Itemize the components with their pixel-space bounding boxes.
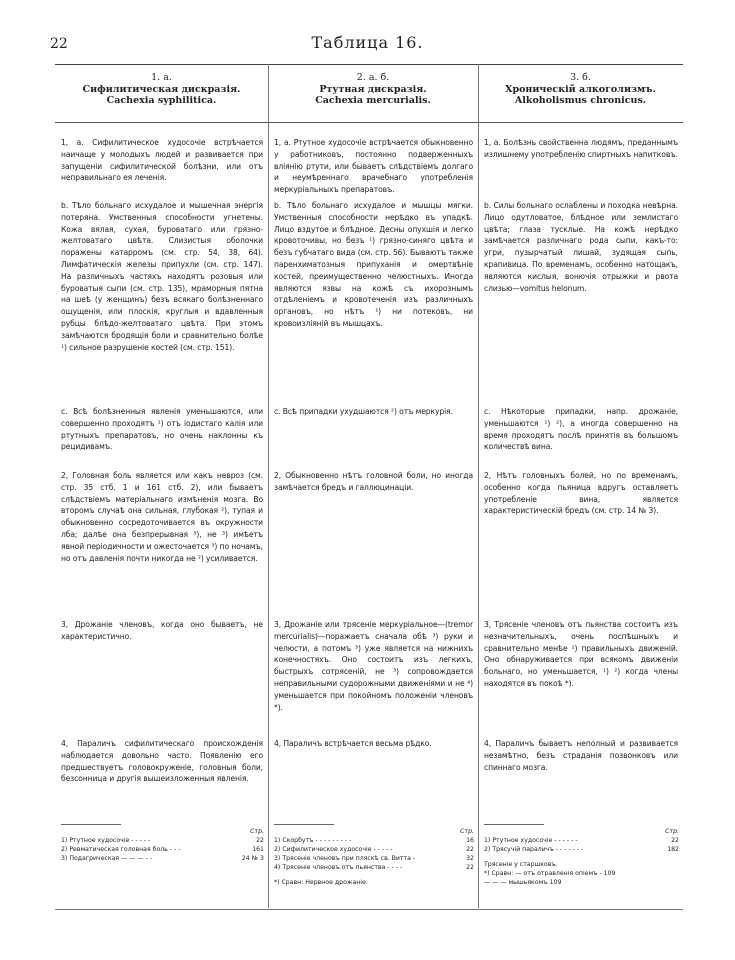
footnotes (61, 827, 264, 863)
section-4: 4, Параличъ сифилитическаго происхожденія наблюдается довольно часто. Появленію его предшествуетъ головокруженіе, головныя боли, безсонница и другія вышеизложенныя явленія. (61, 739, 263, 784)
footnote-rule (484, 824, 544, 825)
section-1a: 1, а. Болѣзнь свойственна людямъ, преданнымъ излишнему употребленію спиртныхъ напитковъ. (484, 138, 678, 159)
column-heading (478, 72, 683, 107)
footnotes (484, 827, 679, 887)
footnote-page-header: Стр. (460, 828, 474, 835)
column-title-la: Alkoholismus chronicus. (514, 95, 647, 106)
column-title-ru: Сифилитическая дискразія. (82, 83, 241, 95)
footnote-note-line: — — — мышьякомъ 109 (484, 879, 562, 886)
section-1b: b. Тѣло больнаго исхудалое и мышечная энергія потеряна. Умственныя способности угнетены. Кожа вялая, сухая, буроватаго или грязно-желтоватаго цвѣта. Слизистыя оболочки поражены катарромъ (см. стр. 54, 38, 64). Лимфатическія железы припухли (см. стр. 147). На различныхъ частяхъ находятъ розовыя или буроватыя сыпи (см. стр. 135), мраморныя пятна на шеѣ (у женщинъ) безъ всякаго болѣзненнаго ощущенія, или плоскія, круглыя и вдавленныя рубцы блѣдо-желтоватаго цвѣта. При этомъ замѣчаются бродящія боли и сравнительно болѣе ¹) сильное разрушеніе костей (см. стр. 151). (61, 201, 263, 352)
column-heading (268, 72, 478, 107)
footnote-item: 3) Подагрическая — — — - - 24 № 3 (61, 855, 264, 862)
section-4: 4, Параличъ бываетъ неполный и развивается незамѣтно, безъ страданія позвонковъ или спиннаго мозга. (484, 739, 678, 772)
footnote-item: 1) Скорбутъ - - - - - - - - - 16 (274, 837, 474, 844)
column-number: 1. a. (151, 72, 172, 83)
footnote-item: 2) Ревматическая головная боль - - - 161 (61, 846, 264, 853)
column-mercurialis (268, 64, 478, 908)
section-1b: b. Тѣло больнаго исхудалое и мышцы мягки. Умственныя способности нерѣдко въ упадкѣ. Лицо вздутое и блѣдное. Десны опухшія и легко кровоточивы, но безъ ¹) грязно-синяго цвѣта и безъ губчатаго вида (см. стр. 56). Бываютъ также паренхиматозныя припуханія и омертвѣніе костей, преимущественно челюстныхъ. Иногда являются язвы на кожѣ съ ихорознымъ отдѣленіемъ и кровотеченія изъ различныхъ органовъ, но нѣтъ ¹) ни потековъ, ни кровоизліяній въ мышцахъ. (274, 201, 473, 328)
footnote-item: 2) Сифилитическое худосочіе - - - - - 22 (274, 846, 474, 853)
footnote-rule (61, 824, 121, 825)
footnote-note: *) Сравн: Нервное дрожаніе. (274, 879, 368, 886)
footnote-item: 4) Трясеніе членовъ отъ пьянства - - - - 22 (274, 864, 474, 871)
page-number: 22 (50, 36, 68, 52)
section-1a: 1, а. Сифилитическое худосочіе встрѣчается наичаще у молодыхъ людей и развивается при запущеніи сифилитической болѣзни, или отъ неправильнаго ея леченія. (61, 138, 263, 183)
column-number: 2. a. б. (356, 72, 390, 83)
column-title-la: Cachexia mercurialis. (315, 95, 431, 106)
section-1c: с. Нѣкоторые припадки, напр. дрожаніе, уменьшаются ¹) ²), а иногда совершенно на время проходятъ послѣ принятія въ большомъ количествѣ вина. (484, 407, 678, 452)
footnote-page-header: Стр. (665, 828, 679, 835)
section-3: 3, Трясеніе членовъ отъ пьянства состоитъ изъ незначительныхъ, очень поспѣшныхъ и сравнительно менѣе ¹) правильныхъ движеній. Оно обнаруживается при всякомъ движеніи больнаго, но уменьшается, ¹) ²) когда члены находятся въ покоѣ *). (484, 620, 678, 688)
section-1a: 1, а. Ртутное худосочіе встрѣчается обыкновенно у работниковъ, постоянно подверженныхъ вліянію ртути, или бываетъ слѣдствіемъ долгаго и неумѣреннаго врачебнаго употребленія меркуріальныхъ препаратовъ. (274, 138, 473, 195)
section-2: 2, Нѣтъ головныхъ болей, но по временамъ, особенно когда пьяница вдругъ оставляетъ употребленіе вина, является характеристическій бредъ (см. стр. 14 № 3). (484, 471, 678, 516)
page-title: Таблица 16. (311, 33, 424, 52)
footnote-item: 3) Трясеніе членовъ при пляскѣ св. Витта - 32 (274, 855, 474, 862)
column-title-ru: Хроническій алкоголизмъ. (505, 83, 656, 95)
section-1c: с. Всѣ болѣзненныя явленія уменьшаются, или совершенно проходятъ ¹) отъ іодистаго калія или ртутныхъ препаратовъ, но очень наклонны къ рецидивамъ. (61, 407, 263, 452)
column-heading (55, 72, 268, 107)
column-syphilitica (55, 64, 268, 908)
column-number: 3. б. (570, 72, 591, 83)
section-4: 4, Параличъ встрѣчается весьма рѣдко. (274, 739, 432, 748)
footnote-rule (274, 824, 334, 825)
column-title-ru: Ртутная дискразія. (319, 83, 427, 95)
footnote-item: 2) Трясучій параличъ - - - - - - - 182 (484, 846, 679, 853)
column-title-la: Cachexia syphilitica. (106, 95, 217, 106)
section-3: 3, Дрожаніе или трясеніе меркуріальное—(tremor mercurialis)—поражаетъ сначала обѣ ³) руки и челюсти, а потомъ ³) уже является на нижнихъ конечностяхъ. Оно состоитъ изъ легкихъ, быстрыхъ сотрясеній, не ³) сопровождается неправильными судорожными движеніями и не ⁴) уменьшается при покойномъ положеніи членовъ *). (274, 620, 473, 712)
section-1c: с. Всѣ припадки ухудшаются ²) отъ меркурія. (274, 407, 453, 416)
section-3: 3, Дрожаніе членовъ, когда оно бываетъ, не характеристично. (61, 620, 263, 641)
section-2: 2, Обыкновенно нѣтъ головной боли, но иногда замѣчается бредъ и галлюцинаціи. (274, 471, 473, 492)
footnote-page-header: Стр. (250, 828, 264, 835)
section-1b: b. Силы больнаго ослаблены и походка невѣрна. Лицо одутловатое, блѣдное или землистаго цвѣта; глаза тусклые. На кожѣ нерѣдко замѣчается различнаго рода сыпи, какъ-то: угри, пузырчатый лишай, зудящая сыпь, крапивица. По временамъ, особенно натощакъ, являются кислыя, вонючія отрыжки и рвота слизью—vomitus helonum. (484, 201, 678, 293)
footnote-item: 1) Ртутное худосочіе - - - - - - 22 (484, 837, 679, 844)
column-alkoholismus (478, 64, 683, 908)
footnote-note (484, 860, 679, 887)
footnote-note-line: *) Сравн: — отъ отравленія опіемъ - 109 (484, 870, 616, 877)
footnote-item: 1) Ртутное худосочіе - - - - - 22 (61, 837, 264, 844)
section-2: 2, Головная боль является или какъ невроз (см. стр. 35 стб. 1 и 161 стб. 2), или бываетъ слѣдствіемъ матеріальнаго измѣненія мозга. Во второмъ случаѣ она сильная, глубокая ²), тупая и обыкновенно сосредоточивается въ окружности лба; далѣе она безпрерывная ³), не ³) имѣетъ явной періодичности и ожесточается ³) по ночамъ, но отъ давленія почти никогда не ²) усиливается. (61, 471, 263, 563)
footnote-note-line: Трясеніе у старшковъ. (484, 861, 558, 868)
footnotes (274, 827, 474, 887)
